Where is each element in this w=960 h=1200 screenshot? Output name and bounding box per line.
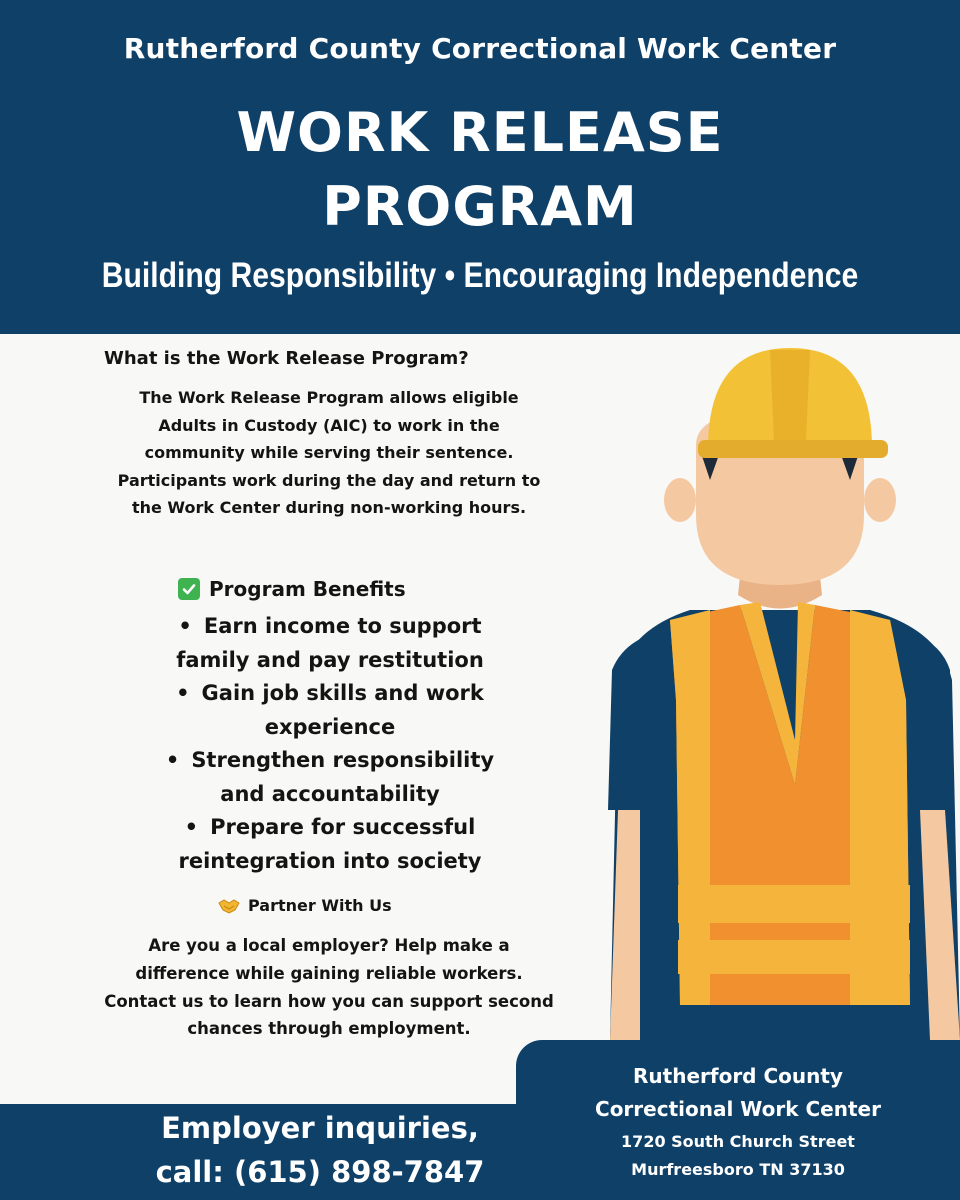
check-mark-icon: [178, 578, 200, 600]
benefits-heading-text: Program Benefits: [209, 577, 406, 601]
benefit-item: [100, 744, 560, 811]
city-state-zip: Murfreesboro TN 37130: [631, 1160, 845, 1179]
partner-description: Are you a local employer? Help make a difference while gaining reliable workers. Contact us to learn how you can support second chances through employment.: [104, 936, 554, 1039]
tagline: Building Responsibility • Encouraging Independence: [101, 256, 859, 295]
footer-org-line-2: Correctional Work Center: [595, 1097, 881, 1121]
benefit-line-1: Gain job skills and work: [201, 681, 484, 705]
handshake-icon: [218, 897, 240, 915]
employer-inquiries: [120, 1106, 520, 1194]
hard-hat-icon: [698, 348, 888, 458]
partner-heading: [218, 896, 392, 915]
benefit-line-1: Strengthen responsibility: [191, 748, 495, 772]
what-is-heading: What is the Work Release Program?: [104, 348, 469, 369]
page-title: [0, 96, 960, 244]
title-line-1: WORK RELEASE: [236, 101, 724, 164]
footer-organization: [516, 1060, 960, 1126]
benefit-item: [100, 677, 560, 744]
benefit-line-2: family and pay restitution: [176, 647, 484, 672]
benefits-heading: [178, 577, 406, 601]
street-address: 1720 South Church Street: [621, 1132, 855, 1151]
benefit-line-2: experience: [264, 714, 396, 739]
title-line-2: PROGRAM: [322, 175, 638, 238]
partner-heading-text: Partner With Us: [248, 896, 392, 915]
construction-worker-illustration: [600, 340, 960, 1100]
inquiries-line-1: Employer inquiries,: [161, 1111, 479, 1145]
benefit-line-1: Earn income to support: [203, 614, 482, 638]
footer-org-line-1: Rutherford County: [633, 1064, 843, 1088]
benefit-item: [100, 610, 560, 677]
organization-name: Rutherford County Correctional Work Center: [123, 32, 837, 65]
contact-address-box: [516, 1040, 960, 1200]
header-banner: [0, 0, 960, 334]
what-is-description: The Work Release Program allows eligible Adults in Custody (AIC) to work in the community while serving their sentence. Participants work during the day and return to the Work Center during non-working hours.: [117, 388, 541, 517]
benefit-item: [100, 811, 560, 878]
benefit-line-2: reintegration into society: [178, 848, 482, 873]
inquiries-phone: call: (615) 898-7847: [155, 1155, 485, 1189]
footer-address: [516, 1128, 960, 1184]
benefit-line-1: Prepare for successful: [210, 815, 476, 839]
benefit-line-2: and accountability: [220, 781, 440, 806]
benefits-list: [100, 610, 560, 878]
